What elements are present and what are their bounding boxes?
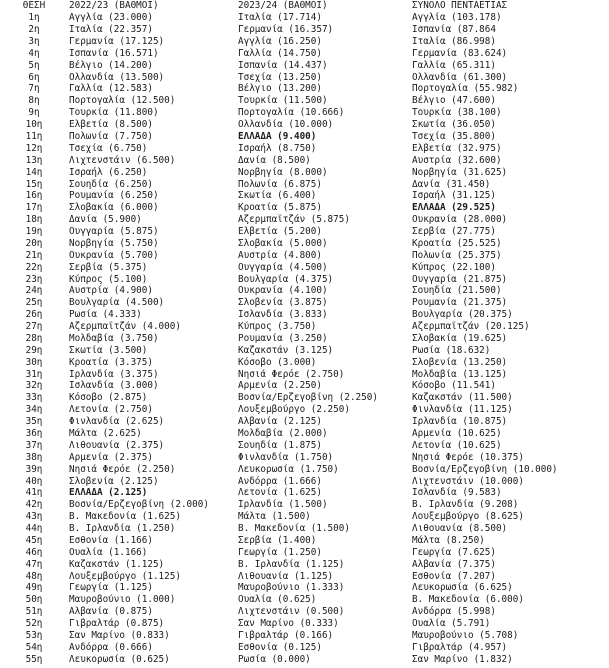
table-row bbox=[0, 392, 609, 404]
position-cell: 42η bbox=[25, 499, 43, 511]
season-2023-24-cell: Αλβανία (2.125) bbox=[238, 416, 322, 428]
season-2023-24-cell: Ιρλανδία (1.500) bbox=[238, 499, 328, 511]
position-cell: 24η bbox=[25, 285, 43, 297]
position-cell: 20η bbox=[25, 237, 43, 249]
position-cell: 49η bbox=[25, 582, 43, 594]
table-row bbox=[0, 416, 609, 428]
position-cell: 31η bbox=[25, 368, 43, 380]
season-2023-24-cell: Ρωσία (0.000) bbox=[238, 653, 311, 665]
position-cell: 47η bbox=[25, 558, 43, 570]
season-2023-24-cell: Μολδαβία (2.000) bbox=[238, 428, 328, 439]
five-year-total-cell: Πορτογαλία (55.982) bbox=[412, 83, 519, 95]
position-cell: 19η bbox=[25, 226, 43, 238]
table-row bbox=[0, 167, 609, 179]
table-row bbox=[0, 214, 609, 226]
season-2023-24-cell: Αγγλία (16.250) bbox=[238, 35, 322, 47]
five-year-total-cell: Ρουμανία (21.375) bbox=[412, 297, 508, 309]
table-row bbox=[0, 202, 609, 214]
table-row bbox=[0, 321, 609, 333]
table-row bbox=[0, 143, 609, 155]
season-2022-23-cell: Ισραήλ (6.250) bbox=[69, 166, 148, 178]
position-cell: 41η bbox=[25, 487, 43, 499]
position-cell: 3η bbox=[28, 35, 40, 47]
season-2022-23-cell: Ουκρανία (5.700) bbox=[69, 249, 159, 261]
five-year-total-cell: Τσεχία (35.800) bbox=[412, 131, 496, 142]
position-cell: 51η bbox=[25, 606, 43, 618]
five-year-total-cell: Ανδόρρα (5.998) bbox=[412, 606, 496, 618]
table-row bbox=[0, 274, 609, 286]
position-cell: 26η bbox=[25, 309, 43, 321]
five-year-total-cell: Ισπανία (87.864 bbox=[412, 24, 496, 36]
table-row bbox=[0, 107, 609, 119]
position-cell: 27η bbox=[25, 321, 43, 333]
season-2022-23-cell: Εσθονία (1.166) bbox=[69, 534, 153, 546]
position-cell: 53η bbox=[25, 629, 43, 641]
position-cell: 22η bbox=[25, 261, 43, 273]
season-2023-24-cell: Ισλανδία (3.833) bbox=[238, 309, 328, 321]
position-cell: 15η bbox=[25, 178, 43, 190]
season-2022-23-cell: Αλβανία (0.875) bbox=[69, 606, 153, 618]
season-2023-24-cell: Γεωργία (1.250) bbox=[238, 546, 322, 558]
season-2022-23-cell: Βέλγιο (14.200) bbox=[69, 59, 153, 71]
five-year-total-cell: Εσθονία (7.207) bbox=[412, 570, 496, 582]
season-2022-23-cell: Β. Ιρλανδία (1.250) bbox=[69, 523, 176, 535]
five-year-total-cell: Τουρκία (38.100) bbox=[412, 107, 502, 119]
table-row bbox=[0, 523, 609, 535]
season-2023-24-cell: Κύπρος (3.750) bbox=[238, 321, 317, 333]
season-2022-23-cell: Λιθουανία (2.375) bbox=[69, 439, 165, 451]
table-row bbox=[0, 369, 609, 381]
season-2022-23-cell: Ιρλανδία (3.375) bbox=[69, 368, 159, 380]
five-year-total-cell: Νησιά Φερόε (10.375) bbox=[412, 451, 524, 463]
season-2023-24-cell: Ελβετία (5.200) bbox=[238, 226, 322, 238]
season-2023-24-cell: Σουηδία (1.875) bbox=[238, 439, 322, 451]
table-row bbox=[0, 333, 609, 345]
five-year-total-cell: Ουγγαρία (21.875) bbox=[412, 273, 508, 285]
position-cell: 35η bbox=[25, 416, 43, 428]
five-year-total-cell: Μολδαβία (13.125) bbox=[412, 368, 508, 380]
season-2022-23-cell: Ισπανία (16.571) bbox=[69, 47, 159, 59]
season-2022-23-cell: Ρουμανία (6.250) bbox=[69, 190, 159, 202]
season-2022-23-cell: Αγγλία (23.000) bbox=[69, 12, 153, 24]
position-cell: 8η bbox=[28, 95, 40, 107]
position-cell: 11η bbox=[25, 131, 43, 142]
season-2022-23-cell: ΕΛΛΑΔΑ (2.125) bbox=[69, 487, 148, 499]
five-year-total-cell: ΕΛΛΑΔΑ (29.525) bbox=[412, 202, 496, 214]
season-2022-23-cell: Κροατία (3.375) bbox=[69, 356, 153, 368]
header-season-2023-24: 2023/24 (ΒΑΘΜΟΙ) bbox=[238, 0, 328, 11]
table-row bbox=[0, 72, 609, 84]
season-2023-24-cell: Μαυροβούνιο (1.333) bbox=[238, 582, 345, 594]
season-2023-24-cell: Ισραήλ (8.750) bbox=[238, 142, 317, 154]
five-year-total-cell: Αγγλία (103.178) bbox=[412, 12, 502, 24]
season-2022-23-cell: Κόσοβο (2.875) bbox=[69, 392, 148, 404]
season-2023-24-cell: Γερμανία (16.357) bbox=[238, 24, 334, 36]
season-2022-23-cell: Σλοβακία (6.000) bbox=[69, 202, 159, 214]
season-2023-24-cell: Σερβία (1.400) bbox=[238, 534, 317, 546]
five-year-total-cell: Αζερμπαϊτζάν (20.125) bbox=[412, 321, 530, 333]
season-2023-24-cell: Αζερμπαϊτζάν (5.875) bbox=[238, 214, 350, 226]
five-year-total-cell: Λιχτενστάιν (10.000) bbox=[412, 475, 524, 487]
five-year-total-cell: Ιρλανδία (10.875) bbox=[412, 416, 508, 428]
five-year-total-cell: Β. Μακεδονία (6.000) bbox=[412, 594, 524, 606]
five-year-total-cell: Β. Ιρλανδία (9.208) bbox=[412, 499, 519, 511]
season-2022-23-cell: Μαυροβούνιο (1.000) bbox=[69, 594, 176, 606]
season-2023-24-cell: Βουλγαρία (4.375) bbox=[238, 273, 334, 285]
five-year-total-cell: Νορβηγία (31.625) bbox=[412, 166, 508, 178]
position-cell: 46η bbox=[25, 546, 43, 558]
season-2022-23-cell: Ολλανδία (13.500) bbox=[69, 71, 165, 83]
season-2023-24-cell: Λιθουανία (1.125) bbox=[238, 570, 334, 582]
season-2023-24-cell: Β. Μακεδονία (1.500) bbox=[238, 523, 350, 535]
season-2022-23-cell: Σουηδία (6.250) bbox=[69, 178, 153, 190]
five-year-total-cell: Σλοβενία (13.250) bbox=[412, 356, 508, 368]
table-row bbox=[0, 464, 609, 476]
season-2023-24-cell: Αυστρία (4.800) bbox=[238, 249, 322, 261]
header-season-2022-23: 2022/23 (ΒΑΘΜΟΙ) bbox=[69, 0, 159, 11]
season-2022-23-cell: Βουλγαρία (4.500) bbox=[69, 297, 165, 309]
position-cell: 28η bbox=[25, 332, 43, 344]
season-2022-23-cell: Ισλανδία (3.000) bbox=[69, 380, 159, 392]
five-year-total-cell: Λουξεμβούργο (8.625) bbox=[412, 511, 524, 523]
season-2023-24-cell: Μάλτα (1.500) bbox=[238, 511, 311, 523]
season-2022-23-cell: Αυστρία (4.900) bbox=[69, 285, 153, 297]
position-cell: 50η bbox=[25, 594, 43, 606]
five-year-total-cell: Κροατία (25.525) bbox=[412, 237, 502, 249]
season-2023-24-cell: Ιταλία (17.714) bbox=[238, 12, 322, 24]
position-cell: 1η bbox=[28, 12, 40, 24]
position-cell: 6η bbox=[28, 71, 40, 83]
season-2022-23-cell: Λιχτενστάιν (6.500) bbox=[69, 154, 176, 166]
position-cell: 7η bbox=[28, 83, 40, 95]
five-year-total-cell: Λευκορωσία (6.625) bbox=[412, 582, 513, 594]
position-cell: 9η bbox=[28, 107, 40, 119]
five-year-total-cell: Σερβία (27.775) bbox=[412, 226, 496, 238]
position-cell: 14η bbox=[25, 166, 43, 178]
position-cell: 44η bbox=[25, 523, 43, 535]
five-year-total-cell: Ουαλία (5.791) bbox=[412, 618, 491, 630]
season-2022-23-cell: Νορβηγία (5.750) bbox=[69, 237, 159, 249]
season-2023-24-cell: Αρμενία (2.250) bbox=[238, 380, 322, 392]
five-year-total-cell: Σουηδία (21.500) bbox=[412, 285, 502, 297]
position-cell: 55η bbox=[25, 653, 43, 665]
season-2023-24-cell: Λιχτενστάιν (0.500) bbox=[238, 606, 345, 618]
season-2022-23-cell: Ουγγαρία (5.875) bbox=[69, 226, 159, 238]
table-row bbox=[0, 511, 609, 523]
table-row bbox=[0, 404, 609, 416]
season-2023-24-cell: Σλοβακία (5.000) bbox=[238, 237, 328, 249]
season-2022-23-cell: Ελβετία (8.500) bbox=[69, 119, 153, 131]
five-year-total-cell: Λετονία (10.625) bbox=[412, 439, 502, 451]
season-2023-24-cell: Νορβηγία (8.000) bbox=[238, 166, 328, 178]
position-cell: 21η bbox=[25, 249, 43, 261]
five-year-total-cell: Αυστρία (32.600) bbox=[412, 154, 502, 166]
season-2023-24-cell: Λευκορωσία (1.750) bbox=[238, 463, 339, 475]
table-row bbox=[0, 582, 609, 594]
season-2023-24-cell: Β. Ιρλανδία (1.125) bbox=[238, 558, 345, 570]
position-cell: 4η bbox=[28, 47, 40, 59]
season-2022-23-cell: Β. Μακεδονία (1.625) bbox=[69, 511, 181, 523]
position-cell: 48η bbox=[25, 570, 43, 582]
five-year-total-cell: Σλοβακία (19.625) bbox=[412, 332, 508, 344]
five-year-total-cell: Δανία (31.450) bbox=[412, 178, 491, 190]
season-2023-24-cell: Σκωτία (6.400) bbox=[238, 190, 317, 202]
table-row bbox=[0, 428, 609, 440]
season-2023-24-cell: Γιβραλτάρ (0.166) bbox=[238, 629, 334, 641]
five-year-total-cell: Ουκρανία (28.000) bbox=[412, 214, 508, 226]
season-2022-23-cell: Αρμενία (2.375) bbox=[69, 451, 153, 463]
table-row bbox=[0, 24, 609, 36]
season-2023-24-cell: Ρουμανία (3.250) bbox=[238, 332, 328, 344]
table-row bbox=[0, 262, 609, 274]
five-year-total-cell: Καζακστάν (11.500) bbox=[412, 392, 513, 404]
season-2023-24-cell: Φινλανδία (1.750) bbox=[238, 451, 334, 463]
season-2023-24-cell: Ουαλία (0.625) bbox=[238, 594, 317, 606]
table-row bbox=[0, 297, 609, 309]
table-row bbox=[0, 36, 609, 48]
header-five-year-total: ΣΥΝΟΛΟ ΠΕΝΤΑΕΤΙΑΣ bbox=[412, 0, 508, 11]
season-2023-24-cell: ΕΛΛΑΔΑ (9.400) bbox=[238, 131, 317, 142]
table-row bbox=[0, 119, 609, 131]
season-2023-24-cell: Λουξεμβούργο (2.250) bbox=[238, 404, 350, 416]
season-2023-24-cell: Ουγγαρία (4.500) bbox=[238, 261, 328, 273]
season-2023-24-cell: Σαν Μαρίνο (0.333) bbox=[238, 618, 339, 630]
season-2022-23-cell: Γαλλία (12.583) bbox=[69, 83, 153, 95]
table-row bbox=[0, 594, 609, 606]
five-year-total-cell: Μαυροβούνιο (5.708) bbox=[412, 629, 519, 641]
season-2023-24-cell: Δανία (8.500) bbox=[238, 154, 311, 166]
five-year-total-cell: Πολωνία (25.375) bbox=[412, 249, 502, 261]
position-cell: 17η bbox=[25, 202, 43, 214]
season-2023-24-cell: Πολωνία (6.875) bbox=[238, 178, 322, 190]
five-year-total-cell: Γερμανία (83.624) bbox=[412, 47, 508, 59]
five-year-total-cell: Μάλτα (8.250) bbox=[412, 534, 485, 546]
position-cell: 5η bbox=[28, 59, 40, 71]
table-row bbox=[0, 499, 609, 511]
season-2022-23-cell: Σερβία (5.375) bbox=[69, 261, 148, 273]
five-year-total-cell: Ολλανδία (61.300) bbox=[412, 71, 508, 83]
season-2023-24-cell: Βέλγιο (13.200) bbox=[238, 83, 322, 95]
position-cell: 18η bbox=[25, 214, 43, 226]
table-row bbox=[0, 285, 609, 297]
position-cell: 16η bbox=[25, 190, 43, 202]
season-2023-24-cell: Κόσοβο (3.000) bbox=[238, 356, 317, 368]
table-row bbox=[0, 226, 609, 238]
position-cell: 12η bbox=[25, 142, 43, 154]
table-row bbox=[0, 131, 609, 143]
season-2023-24-cell: Ολλανδία (10.000) bbox=[238, 119, 334, 131]
position-cell: 29η bbox=[25, 344, 43, 356]
table-row bbox=[0, 380, 609, 392]
season-2023-24-cell: Βοσνία/Ερζεγοβίνη (2.250) bbox=[238, 392, 378, 404]
table-row bbox=[0, 547, 609, 559]
season-2023-24-cell: Τουρκία (11.500) bbox=[238, 95, 328, 107]
table-row bbox=[0, 60, 609, 72]
table-row bbox=[0, 250, 609, 262]
five-year-total-cell: Σαν Μαρίνο (1.832) bbox=[412, 653, 513, 665]
five-year-total-cell: Κύπρος (22.100) bbox=[412, 261, 496, 273]
table-row bbox=[0, 535, 609, 547]
five-year-total-cell: Αρμενία (10.625) bbox=[412, 428, 502, 439]
five-year-total-cell: Ρωσία (18.632) bbox=[412, 344, 491, 356]
table-row bbox=[0, 440, 609, 452]
five-year-total-cell: Σκωτία (36.050) bbox=[412, 119, 496, 131]
season-2022-23-cell: Λουξεμβούργο (1.125) bbox=[69, 570, 181, 582]
position-cell: 32η bbox=[25, 380, 43, 392]
position-cell: 25η bbox=[25, 297, 43, 309]
season-2023-24-cell: Ανδόρρα (1.666) bbox=[238, 475, 322, 487]
season-2023-24-cell: Εσθονία (0.125) bbox=[238, 641, 322, 653]
season-2022-23-cell: Τσεχία (6.750) bbox=[69, 142, 148, 154]
table-row bbox=[0, 452, 609, 464]
position-cell: 54η bbox=[25, 641, 43, 653]
position-cell: 33η bbox=[25, 392, 43, 404]
position-cell: 2η bbox=[28, 24, 40, 36]
table-row bbox=[0, 155, 609, 167]
season-2023-24-cell: Λετονία (1.625) bbox=[238, 487, 322, 499]
table-row bbox=[0, 190, 609, 202]
five-year-total-cell: Γεωργία (7.625) bbox=[412, 546, 496, 558]
five-year-total-cell: Ιταλία (86.998) bbox=[412, 35, 496, 47]
table-row bbox=[0, 630, 609, 642]
five-year-total-cell: Αλβανία (7.375) bbox=[412, 558, 496, 570]
header-position: ΘΕΣΗ bbox=[22, 0, 46, 11]
season-2022-23-cell: Πολωνία (7.750) bbox=[69, 131, 153, 142]
season-2022-23-cell: Ανδόρρα (0.666) bbox=[69, 641, 153, 653]
season-2023-24-cell: Κροατία (5.875) bbox=[238, 202, 322, 214]
position-cell: 43η bbox=[25, 511, 43, 523]
table-row bbox=[0, 12, 609, 24]
position-cell: 10η bbox=[25, 119, 43, 131]
season-2022-23-cell: Σλοβενία (2.125) bbox=[69, 475, 159, 487]
season-2023-24-cell: Νησιά Φερόε (2.750) bbox=[238, 368, 345, 380]
season-2023-24-cell: Σλοβενία (3.875) bbox=[238, 297, 328, 309]
season-2023-24-cell: Τσεχία (13.250) bbox=[238, 71, 322, 83]
table-row bbox=[0, 559, 609, 571]
season-2022-23-cell: Φινλανδία (2.625) bbox=[69, 416, 165, 428]
season-2022-23-cell: Σαν Μαρίνο (0.833) bbox=[69, 629, 170, 641]
table-row bbox=[0, 606, 609, 618]
table-row bbox=[0, 309, 609, 321]
position-cell: 30η bbox=[25, 356, 43, 368]
season-2022-23-cell: Μολδαβία (3.750) bbox=[69, 332, 159, 344]
table-row bbox=[0, 476, 609, 488]
table-row bbox=[0, 642, 609, 654]
season-2022-23-cell: Τουρκία (11.800) bbox=[69, 107, 159, 119]
five-year-total-cell: Ελβετία (32.975) bbox=[412, 142, 502, 154]
season-2022-23-cell: Μάλτα (2.625) bbox=[69, 428, 142, 439]
season-2022-23-cell: Πορτογαλία (12.500) bbox=[69, 95, 176, 107]
season-2023-24-cell: Ισπανία (14.437) bbox=[238, 59, 328, 71]
position-cell: 39η bbox=[25, 463, 43, 475]
table-row bbox=[0, 618, 609, 630]
table-row bbox=[0, 48, 609, 60]
season-2022-23-cell: Λευκορωσία (0.625) bbox=[69, 653, 170, 665]
table-row bbox=[0, 238, 609, 250]
five-year-total-cell: Ισραήλ (31.125) bbox=[412, 190, 496, 202]
five-year-total-cell: Ισλανδία (9.583) bbox=[412, 487, 502, 499]
five-year-total-cell: Λιθουανία (8.500) bbox=[412, 523, 508, 535]
position-cell: 34η bbox=[25, 404, 43, 416]
table-row bbox=[0, 654, 609, 666]
position-cell: 37η bbox=[25, 439, 43, 451]
season-2022-23-cell: Κύπρος (5.100) bbox=[69, 273, 148, 285]
table-row bbox=[0, 95, 609, 107]
season-2022-23-cell: Βοσνία/Ερζεγοβίνη (2.000) bbox=[69, 499, 209, 511]
season-2022-23-cell: Γιβραλτάρ (0.875) bbox=[69, 618, 165, 630]
season-2022-23-cell: Καζακστάν (1.125) bbox=[69, 558, 165, 570]
position-cell: 23η bbox=[25, 273, 43, 285]
position-cell: 40η bbox=[25, 475, 43, 487]
season-2022-23-cell: Ουαλία (1.166) bbox=[69, 546, 148, 558]
season-2023-24-cell: Καζακστάν (3.125) bbox=[238, 344, 334, 356]
table-row bbox=[0, 83, 609, 95]
position-cell: 38η bbox=[25, 451, 43, 463]
season-2022-23-cell: Ρωσία (4.333) bbox=[69, 309, 142, 321]
season-2022-23-cell: Γερμανία (17.125) bbox=[69, 35, 165, 47]
header-row bbox=[0, 0, 609, 12]
season-2023-24-cell: Πορτογαλία (10.666) bbox=[238, 107, 345, 119]
five-year-total-cell: Κόσοβο (11.541) bbox=[412, 380, 496, 392]
five-year-total-cell: Βουλγαρία (20.375) bbox=[412, 309, 513, 321]
five-year-total-cell: Βέλγιο (47.600) bbox=[412, 95, 496, 107]
position-cell: 52η bbox=[25, 618, 43, 630]
position-cell: 45η bbox=[25, 534, 43, 546]
season-2022-23-cell: Ιταλία (22.357) bbox=[69, 24, 153, 36]
five-year-total-cell: Γαλλία (65.311) bbox=[412, 59, 496, 71]
season-2022-23-cell: Δανία (5.900) bbox=[69, 214, 142, 226]
five-year-total-cell: Βοσνία/Ερζεγοβίνη (10.000) bbox=[412, 463, 558, 475]
table-row bbox=[0, 179, 609, 191]
season-2023-24-cell: Ουκρανία (4.100) bbox=[238, 285, 328, 297]
position-cell: 36η bbox=[25, 428, 43, 439]
five-year-total-cell: Γιβραλτάρ (4.957) bbox=[412, 641, 508, 653]
five-year-total-cell: Φινλανδία (11.125) bbox=[412, 404, 513, 416]
season-2022-23-cell: Αζερμπαϊτζάν (4.000) bbox=[69, 321, 181, 333]
season-2022-23-cell: Λετονία (2.750) bbox=[69, 404, 153, 416]
table-row bbox=[0, 357, 609, 369]
season-2022-23-cell: Νησιά Φερόε (2.250) bbox=[69, 463, 176, 475]
table-row bbox=[0, 571, 609, 583]
season-2022-23-cell: Σκωτία (3.500) bbox=[69, 344, 148, 356]
season-2022-23-cell: Γεωργία (1.125) bbox=[69, 582, 153, 594]
position-cell: 13η bbox=[25, 154, 43, 166]
season-2023-24-cell: Γαλλία (14.750) bbox=[238, 47, 322, 59]
table-row bbox=[0, 487, 609, 499]
table-row bbox=[0, 345, 609, 357]
